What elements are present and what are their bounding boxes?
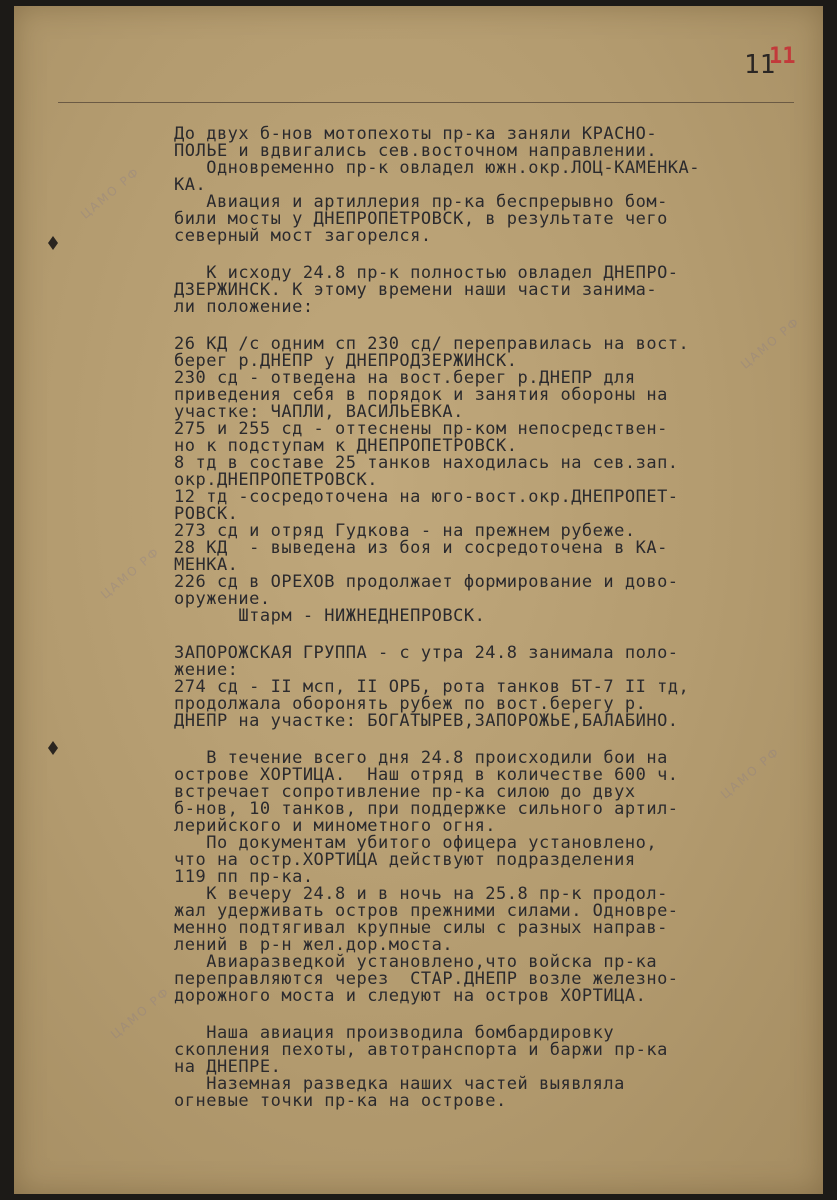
- text-line: Штарм - НИЖНЕДНЕПРОВСК.: [174, 606, 486, 626]
- text-line: К исходу 24.8 пр-к полностью овладел ДНЕПРО-: [174, 263, 679, 283]
- text-line: ДЗЕРЖИНСК. К этому времени наши части занима-: [174, 280, 658, 300]
- watermark: ЦАМО РФ: [108, 984, 173, 1042]
- text-line: оружение.: [174, 589, 271, 609]
- text-line: б-нов, 10 танков, при поддержке сильного артил-: [174, 799, 679, 819]
- typewritten-text: [174, 126, 814, 1110]
- watermark: ЦАМО РФ: [718, 744, 783, 802]
- text-line: жение:: [174, 660, 239, 680]
- text-line: били мосты у ДНЕПРОПЕТРОВСК, в результате чего: [174, 209, 668, 229]
- text-line: До двух б-нов мотопехоты пр-ка заняли КРАСНО-: [174, 124, 658, 144]
- text-line: 12 тд -сосредоточена на юго-вост.окр.ДНЕПРОПЕТ-: [174, 487, 679, 507]
- text-line: на ДНЕПРЕ.: [174, 1057, 282, 1077]
- text-line: [174, 245, 814, 265]
- text-line: ЗАПОРОЖСКАЯ ГРУППА - с утра 24.8 занимала поло-: [174, 643, 679, 663]
- text-line: лерийского и минометного огня.: [174, 816, 497, 836]
- document-page: [14, 6, 823, 1194]
- text-line: КА.: [174, 175, 207, 195]
- text-line: Авиация и артиллерия пр-ка беспрерывно бом-: [174, 192, 668, 212]
- text-line: жал удерживать остров прежними силами. Одновре-: [174, 901, 679, 921]
- text-line: дорожного моста и следуют на остров ХОРТИЦА.: [174, 986, 647, 1006]
- text-line: 274 сд - II мсп, II ОРБ, рота танков БТ-7 II тд,: [174, 677, 690, 697]
- text-line: В течение всего дня 24.8 происходили бои на: [174, 748, 668, 768]
- text-line: приведения себя в порядок и занятия обороны на: [174, 385, 668, 405]
- text-line: [174, 1005, 814, 1025]
- text-line: встречает сопротивление пр-ка силою до двух: [174, 782, 636, 802]
- text-line: [174, 730, 814, 750]
- text-line: что на остр.ХОРТИЦА действуют подразделения: [174, 850, 636, 870]
- text-line: МЕНКА.: [174, 555, 239, 575]
- text-line: ДНЕПР на участке: БОГАТЫРЕВ,ЗАПОРОЖЬЕ,БАЛАБИНО.: [174, 711, 679, 731]
- text-line: огневые точки пр-ка на острове.: [174, 1091, 507, 1111]
- text-line: 273 сд и отряд Гудкова - на прежнем рубеже.: [174, 521, 636, 541]
- text-line: острове ХОРТИЦА. Наш отряд в количестве 600 ч.: [174, 765, 679, 785]
- binding-hole: [48, 236, 58, 250]
- text-line: берег р.ДНЕПР у ДНЕПРОДЗЕРЖИНСК.: [174, 351, 518, 371]
- text-line: 28 КД - выведена из боя и сосредоточена в КА-: [174, 538, 668, 558]
- text-line: но к подступам к ДНЕПРОПЕТРОВСК.: [174, 436, 518, 456]
- text-line: Наша авиация производила бомбардировку: [174, 1023, 615, 1043]
- text-line: продолжала оборонять рубеж по вост.берегу р.: [174, 694, 647, 714]
- text-line: участке: ЧАПЛИ, ВАСИЛЬЕВКА.: [174, 402, 464, 422]
- text-line: Наземная разведка наших частей выявляла: [174, 1074, 625, 1094]
- text-line: Одновременно пр-к овладел южн.окр.ЛОЦ-КАМЕНКА-: [174, 158, 701, 178]
- page-number-stamped: 11: [769, 44, 796, 69]
- text-line: 119 пп пр-ка.: [174, 867, 314, 887]
- text-line: 230 сд - отведена на вост.берег р.ДНЕПР для: [174, 368, 636, 388]
- text-line: По документам убитого офицера установлено,: [174, 833, 658, 853]
- text-line: ли положение:: [174, 297, 314, 317]
- text-line: северный мост загорелся.: [174, 226, 432, 246]
- text-line: ПОЛЬЕ и вдвигались сев.восточном направлении.: [174, 141, 658, 161]
- text-line: [174, 316, 814, 336]
- text-line: скопления пехоты, автотранспорта и баржи пр-ка: [174, 1040, 668, 1060]
- text-line: 226 сд в ОРЕХОВ продолжает формирование и дово-: [174, 572, 679, 592]
- text-line: окр.ДНЕПРОПЕТРОВСК.: [174, 470, 378, 490]
- text-line: [174, 625, 814, 645]
- watermark: ЦАМО РФ: [78, 164, 143, 222]
- watermark: ЦАМО РФ: [738, 314, 803, 372]
- text-line: К вечеру 24.8 и в ночь на 25.8 пр-к продол-: [174, 884, 668, 904]
- text-line: лений в р-н жел.дор.моста.: [174, 935, 454, 955]
- text-line: менно подтягивал крупные силы с разных направ-: [174, 918, 668, 938]
- text-line: переправляются через СТАР.ДНЕПР возле железно-: [174, 969, 679, 989]
- text-line: Авиаразведкой установлено,что войска пр-ка: [174, 952, 658, 972]
- watermark: ЦАМО РФ: [98, 544, 163, 602]
- text-line: 275 и 255 сд - оттеснены пр-ком непосредствен-: [174, 419, 668, 439]
- text-line: 26 КД /с одним сп 230 сд/ переправилась на вост.: [174, 334, 690, 354]
- binding-hole: [48, 741, 58, 755]
- text-line: РОВСК.: [174, 504, 239, 524]
- top-rule: [58, 102, 794, 103]
- text-line: 8 тд в составе 25 танков находилась на сев.зап.: [174, 453, 679, 473]
- page-number-typed: 11: [744, 50, 776, 80]
